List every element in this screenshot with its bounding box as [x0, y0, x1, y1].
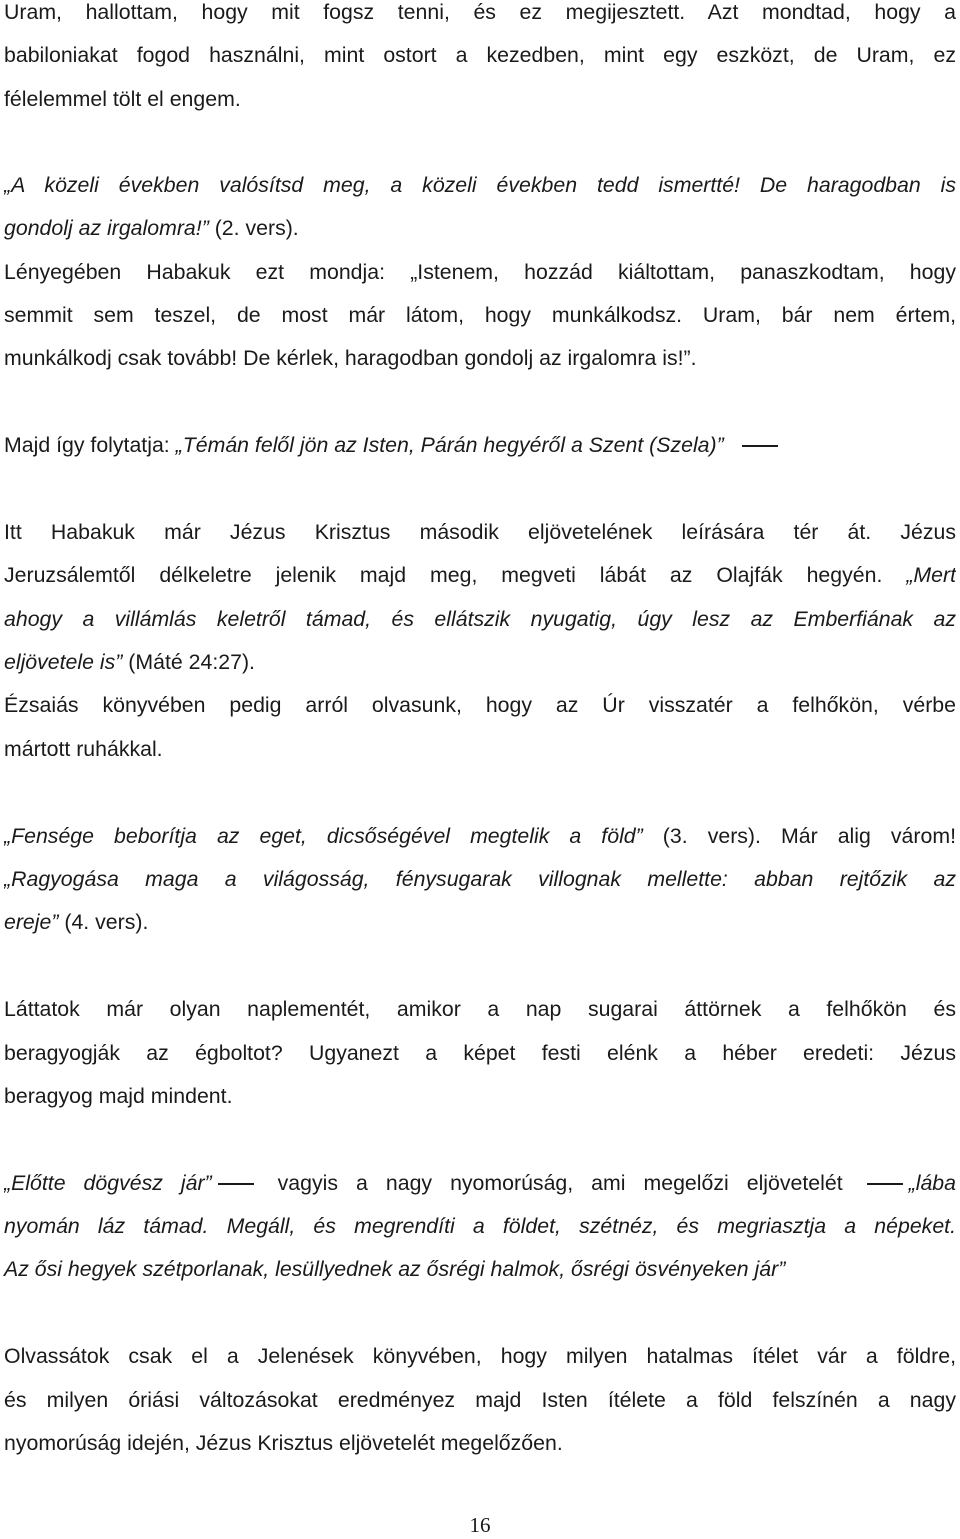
- paragraph-7-line-2: „Ragyogása maga a világosság, fénysugarak villognak mellette: abban rejtőzik az: [4, 867, 956, 891]
- paragraph-8-line-3: beragyog majd mindent.: [4, 1084, 233, 1108]
- em-dash: [218, 1183, 254, 1185]
- paragraph-4-line-1: Majd így folytatja: „Témán felől jön az Isten, Párán hegyéről a Szent (Szela)”: [4, 431, 956, 459]
- paragraph-9-line-3: Az ősi hegyek szétporlanak, lesüllyednek az ősrégi halmok, ősrégi ösvényeken jár”: [4, 1257, 786, 1281]
- paragraph-5-line-2: Jeruzsálemtől délkeletre jelenik majd meg, megveti lábát az Olajfák hegyén. „Mert: [4, 563, 956, 587]
- em-dash: [867, 1183, 903, 1185]
- paragraph-6-line-1: Ézsaiás könyvében pedig arról olvasunk, hogy az Úr visszatér a felhőkön, vérbe: [4, 693, 956, 717]
- paragraph-5-line-1: Itt Habakuk már Jézus Krisztus második eljövetelének leírására tér át. Jézus: [4, 520, 956, 544]
- paragraph-9-line-1: „Előtte dögvész jár” vagyis a nagy nyomorúság, ami megelőzi eljövetelét „lába: [4, 1171, 956, 1195]
- paragraph-10-line-3: nyomorúság idején, Jézus Krisztus eljövetelét megelőzően.: [4, 1431, 563, 1455]
- paragraph-8-line-2: beragyogják az égboltot? Ugyanezt a képet festi elénk a héber eredeti: Jézus: [4, 1041, 956, 1065]
- paragraph-5-line-3: ahogy a villámlás keletről támad, és ellátszik nyugatig, úgy lesz az Emberfiának az: [4, 607, 956, 631]
- paragraph-2-line-1: „A közeli években valósítsd meg, a közeli években tedd ismertté! De haragodban is: [4, 173, 956, 197]
- paragraph-6-line-2: mártott ruhákkal.: [4, 737, 163, 761]
- paragraph-8-line-1: Láttatok már olyan naplementét, amikor a nap sugarai áttörnek a felhőkön és: [4, 997, 956, 1021]
- paragraph-5-line-4: eljövetele is” (Máté 24:27).: [4, 650, 255, 674]
- paragraph-2-line-2: gondolj az irgalomra!” (2. vers).: [4, 216, 299, 240]
- paragraph-10-line-1: Olvassátok csak el a Jelenések könyvében, hogy milyen hatalmas ítélet vár a földre,: [4, 1344, 956, 1368]
- paragraph-3-line-3: munkálkodj csak tovább! De kérlek, haragodban gondolj az irgalomra is!”.: [4, 346, 697, 370]
- paragraph-1-line-2: babiloniakat fogod használni, mint ostort a kezedben, mint egy eszközt, de Uram, ez: [4, 43, 956, 67]
- paragraph-7-line-3: ereje” (4. vers).: [4, 910, 149, 934]
- paragraph-3-line-1: Lényegében Habakuk ezt mondja: „Istenem, hozzád kiáltottam, panaszkodtam, hogy: [4, 260, 956, 284]
- paragraph-7-line-1: „Fensége beborítja az eget, dicsőségével megtelik a föld” (3. vers). Már alig várom!: [4, 824, 956, 848]
- paragraph-1-line-1: Uram, hallottam, hogy mit fogsz tenni, és ez megijesztett. Azt mondtad, hogy a: [4, 0, 956, 24]
- paragraph-10-line-2: és milyen óriási változásokat eredményez majd Isten ítélete a föld felszínén a nagy: [4, 1388, 956, 1412]
- paragraph-9-line-2: nyomán láz támad. Megáll, és megrendíti a földet, szétnéz, és megriasztja a népeket.: [4, 1214, 956, 1238]
- page-number: 16: [469, 1513, 491, 1537]
- em-dash: [742, 445, 778, 447]
- paragraph-3-line-2: semmit sem teszel, de most már látom, hogy munkálkodsz. Uram, bár nem értem,: [4, 303, 956, 327]
- paragraph-1-line-3: félelemmel tölt el engem.: [4, 87, 241, 111]
